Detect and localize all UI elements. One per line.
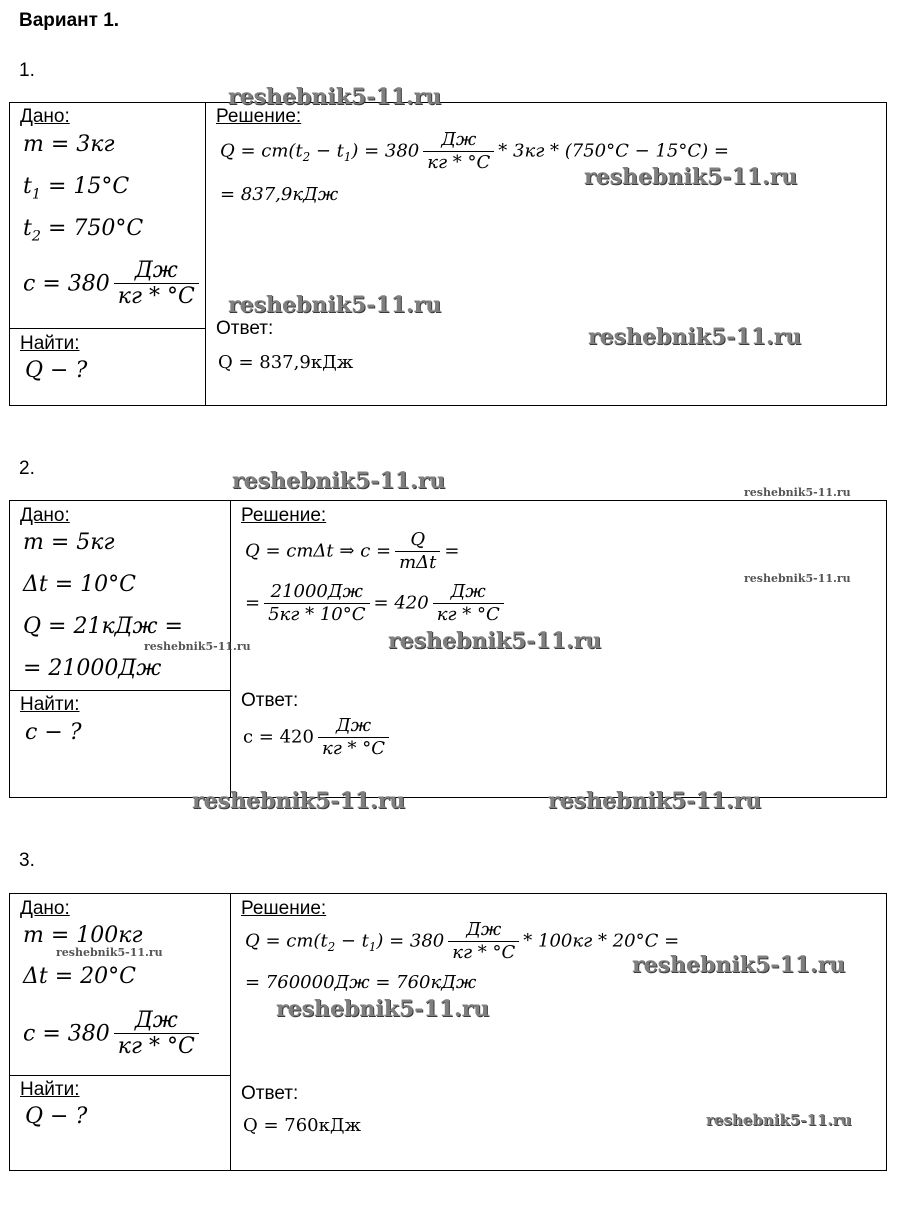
problem-2-given-q-converted: = 21000Дж — [23, 656, 162, 681]
watermark: reshebnik5-11.ru — [632, 952, 846, 978]
problem-2-number: 2. — [19, 458, 35, 479]
problem-1-answer-label: Ответ: — [216, 318, 274, 339]
watermark: reshebnik5-11.ru — [706, 1111, 852, 1129]
watermark: reshebnik5-11.ru — [548, 788, 762, 814]
problem-1-find-label: Найти: — [20, 333, 80, 354]
problem-2-given-label: Дано: — [20, 505, 70, 526]
problem-1-solution-label: Решение: — [216, 106, 302, 127]
problem-2-solution-line-1: Q = cmΔt ⇒ c = $\frac{Q}{\text{mΔt}}$ = — [245, 529, 460, 573]
problem-1-given-mass: m = 3кг — [23, 132, 115, 157]
problem-3-find-value: Q − ? — [25, 1104, 88, 1129]
problem-3-given-c: c = 380 $\frac{Дж}{кг * ^\circ C}$ — [23, 1008, 203, 1061]
page-title: Вариант 1. — [19, 10, 120, 31]
problem-2-solution-line-2: = $\frac{21000Дж}{5кг * 10^\circ C}$ = 420 $\frac{Дж}{кг * ^\circ C}$ — [245, 582, 508, 625]
watermark: reshebnik5-11.ru — [588, 324, 802, 350]
problem-2-given-q: Q = 21кДж = — [23, 614, 183, 639]
problem-3-find-label: Найти: — [20, 1079, 80, 1100]
problem-2-find-value: c − ? — [25, 720, 82, 745]
problem-3-solution-label: Решение: — [241, 898, 327, 919]
watermark: reshebnik5-11.ru — [228, 84, 442, 110]
problem-1-given-t2: $t_2 = 750^\circ C$ — [23, 216, 144, 245]
watermark: reshebnik5-11.ru — [388, 628, 602, 654]
problem-1-given-label: Дано: — [20, 106, 70, 127]
problem-3-solution-line-2: = 760000Дж = 760кДж — [245, 972, 477, 993]
watermark: reshebnik5-11.ru — [276, 996, 490, 1022]
problem-3-answer-value: Q = 760кДж — [243, 1115, 362, 1136]
watermark: reshebnik5-11.ru — [744, 572, 851, 585]
problem-3-given-label: Дано: — [20, 898, 70, 919]
problem-1-given-c: c = 380 $\frac{Дж}{кг * ^\circ C}$ — [23, 258, 203, 311]
watermark: reshebnik5-11.ru — [56, 946, 163, 959]
watermark: reshebnik5-11.ru — [192, 788, 406, 814]
problem-3-answer-label: Ответ: — [241, 1083, 299, 1104]
problem-3-solution-line-1: $Q = cm(t_2 - t_1) = 380$ $\frac{Дж}{кг * ^\circ C}$ * 100кг * 20°C = — [245, 919, 680, 963]
problem-3-find-divider — [9, 1075, 231, 1076]
problem-2-find-label: Найти: — [20, 694, 80, 715]
watermark: reshebnik5-11.ru — [232, 468, 446, 494]
problem-3-divider — [230, 893, 231, 1171]
problem-1-given-t1: $t_1 = 15^\circ C$ — [23, 174, 130, 203]
watermark: reshebnik5-11.ru — [144, 640, 251, 653]
problem-1-find-divider — [9, 328, 206, 329]
problem-3-given-mass: m = 100кг — [23, 923, 143, 948]
watermark: reshebnik5-11.ru — [228, 292, 442, 318]
problem-2-answer-value: c = 420 $\frac{Дж}{кг * ^\circ C}$ — [243, 716, 393, 759]
problem-1-solution-line-2: = 837,9кДж — [220, 184, 339, 205]
problem-3-number: 3. — [19, 850, 35, 871]
problem-1-divider — [205, 102, 206, 406]
problem-2-answer-label: Ответ: — [241, 690, 299, 711]
watermark: reshebnik5-11.ru — [584, 164, 798, 190]
problem-2-given-dt: Δt = 10°C — [23, 572, 136, 597]
problem-1-solution-line-1: $Q = cm(t_2 - t_1) = 380$ $\frac{Дж}{кг * ^\circ C}$ * 3кг * (750°C − 15°C) = — [220, 129, 729, 173]
problem-3-given-dt: Δt = 20°C — [23, 964, 136, 989]
problem-1-answer-value: Q = 837,9кДж — [218, 352, 354, 373]
problem-2-given-mass: m = 5кг — [23, 530, 115, 555]
problem-2-solution-label: Решение: — [241, 505, 327, 526]
watermark: reshebnik5-11.ru — [744, 486, 851, 499]
problem-2-find-divider — [9, 690, 231, 691]
problem-1-find-value: Q − ? — [25, 358, 88, 383]
problem-1-number: 1. — [19, 60, 35, 81]
